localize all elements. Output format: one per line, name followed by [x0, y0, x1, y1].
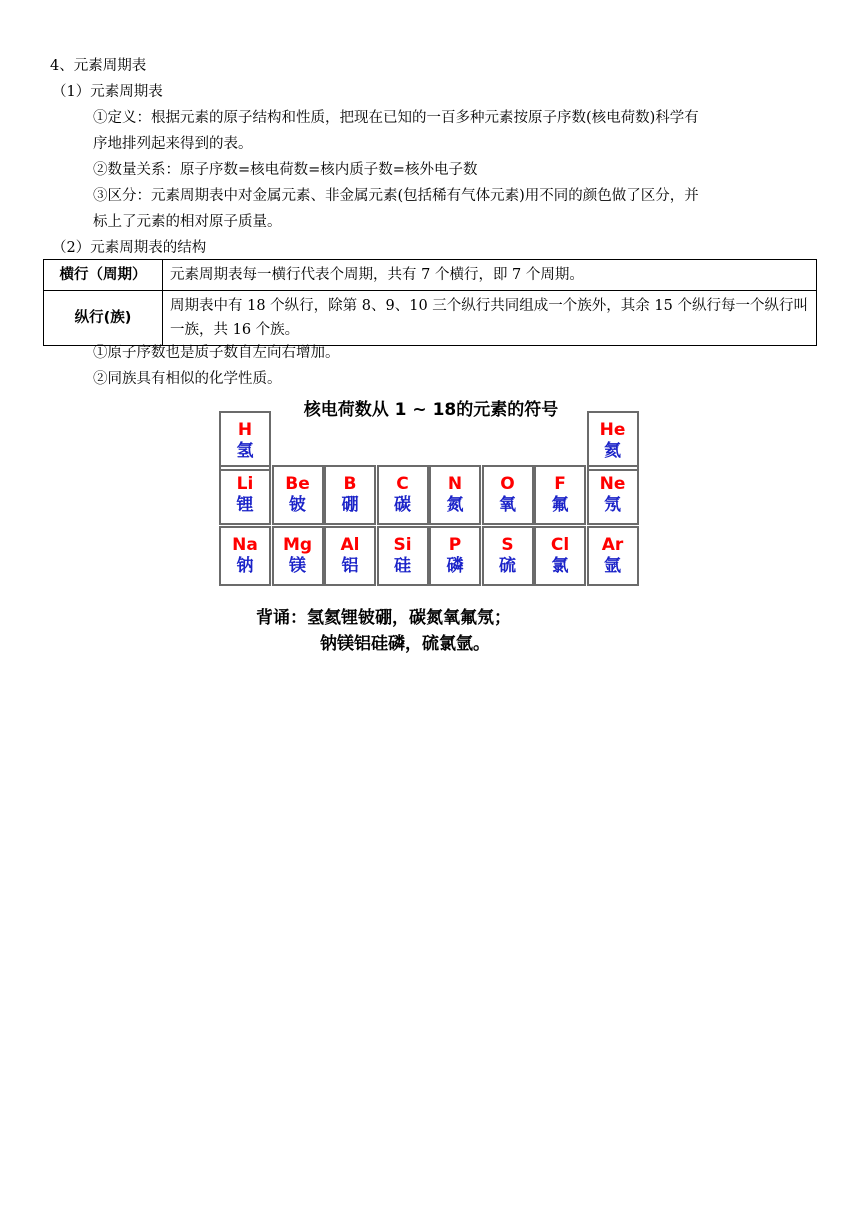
element-symbol: O: [500, 474, 515, 494]
element-name: 氮: [446, 495, 464, 515]
element-symbol: S: [501, 535, 514, 555]
element-symbol: Ar: [601, 535, 624, 555]
element-cell: [377, 465, 429, 525]
element-symbol: F: [554, 474, 566, 494]
subheading-structure: （2）元素周期表的结构: [52, 240, 207, 256]
element-symbol: Cl: [550, 535, 570, 555]
recite-line-1: 背诵：氢氦锂铍硼，碳氮氧氟氖；: [256, 608, 511, 628]
quantity-relation-line: ②数量关系：原子序数=核电荷数=核内质子数=核外电子数: [93, 162, 478, 178]
element-cell: [534, 526, 586, 586]
definition-line-1: ①定义：根据元素的原子结构和性质，把现在已知的一百多种元素按原子序数(核电荷数)科学有: [93, 110, 699, 126]
element-cell: [272, 526, 324, 586]
element-cell: [482, 465, 534, 525]
element-cell: [272, 465, 324, 525]
row-body-group: 周期表中有 18 个纵行，除第 8、9、10 三个纵行共同组成一个族外，其余 15 个纵行每一个纵行叫一族，共 16 个族。: [163, 291, 817, 346]
element-name: 硫: [499, 556, 516, 576]
element-cell: [219, 465, 271, 525]
element-name: 钠: [236, 556, 254, 576]
element-symbol: H: [237, 420, 253, 440]
element-cell: [482, 526, 534, 586]
element-symbol: Si: [393, 535, 412, 555]
element-name: 铍: [289, 495, 306, 515]
section-heading: 4、元素周期表: [50, 58, 147, 74]
element-symbol: Na: [232, 535, 258, 555]
element-symbol: Ne: [599, 474, 626, 494]
periodic-table-title: 核电荷数从 1 ~ 18的元素的符号: [303, 400, 559, 420]
periodic-table-1-18: [219, 393, 645, 597]
element-symbol: Li: [236, 474, 254, 494]
element-symbol: Al: [340, 535, 360, 555]
element-cell: [587, 465, 639, 525]
element-name: 磷: [446, 556, 464, 576]
table-row: [44, 260, 817, 291]
element-cell: [587, 526, 639, 586]
element-symbol: C: [396, 474, 409, 494]
row-head-period: 横行（周期）: [44, 260, 163, 291]
element-cell: [324, 465, 376, 525]
element-cell: [219, 526, 271, 586]
element-cell: [429, 526, 481, 586]
element-symbol: N: [447, 474, 463, 494]
element-name: 锂: [236, 495, 254, 515]
distinction-line-1: ③区分：元素周期表中对金属元素、非金属元素(包括稀有气体元素)用不同的颜色做了区分，并: [93, 188, 699, 204]
element-name: 氟: [551, 495, 569, 515]
table-row: [44, 291, 817, 346]
element-name: 氢: [236, 441, 254, 461]
element-cell: [324, 526, 376, 586]
note-same-group: ②同族具有相似的化学性质。: [93, 371, 282, 387]
element-symbol: Be: [285, 474, 310, 494]
element-cell: [534, 465, 586, 525]
row-head-group: 纵行(族): [44, 291, 163, 346]
row-body-period: 元素周期表每一横行代表个周期，共有 7 个横行，即 7 个周期。: [163, 260, 817, 291]
element-name: 氧: [499, 495, 516, 515]
element-name: 氖: [604, 495, 621, 515]
element-symbol: Mg: [282, 535, 313, 555]
element-name: 硼: [341, 495, 359, 515]
element-symbol: He: [599, 420, 626, 440]
element-name: 氯: [551, 556, 569, 576]
element-cell: [377, 526, 429, 586]
element-cell: [587, 411, 639, 471]
subheading-periodic-table: （1）元素周期表: [52, 84, 163, 100]
element-name: 硅: [394, 556, 411, 576]
recite-line-2: 钠镁铝硅磷，硫氯氩。: [320, 634, 490, 654]
element-name: 铝: [341, 556, 359, 576]
structure-table: [43, 259, 817, 346]
definition-line-2: 序地排列起来得到的表。: [93, 136, 253, 152]
element-name: 氩: [604, 556, 621, 576]
element-name: 氦: [604, 441, 621, 461]
element-symbol: B: [343, 474, 357, 494]
element-cell: [219, 411, 271, 471]
distinction-line-2: 标上了元素的相对原子质量。: [93, 214, 282, 230]
note-atomic-number: ①原子序数也是质子数自左向右增加。: [93, 345, 340, 361]
element-name: 镁: [289, 556, 306, 576]
element-cell: [429, 465, 481, 525]
element-name: 碳: [394, 495, 411, 515]
element-symbol: P: [448, 535, 462, 555]
